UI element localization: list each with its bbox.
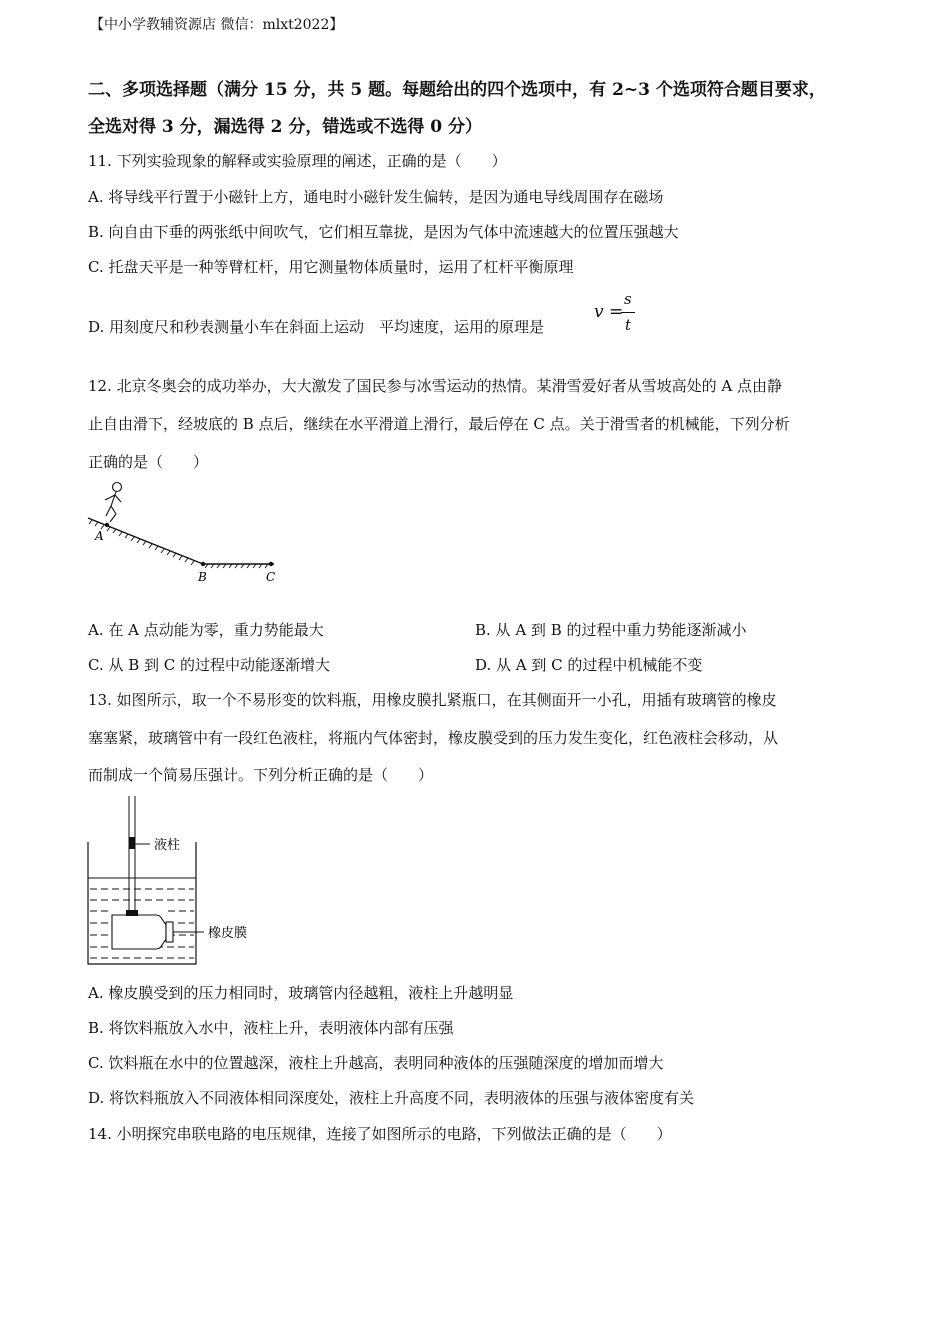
drink-bottle	[112, 915, 166, 949]
q11-option-b: B. 向自由下垂的两张纸中间吹气，它们相互靠拢，是因为气体中流速越大的位置压强越大	[88, 223, 679, 241]
section-title-line1: 二、多项选择题（满分 15 分，共 5 题。每题给出的四个选项中，有 2~3 个选项符合题目要求，	[88, 80, 826, 100]
q13-option-a: A. 橡皮膜受到的压力相同时，玻璃管内径越粗，液柱上升越明显	[88, 984, 514, 1002]
q13-stem-line2: 塞塞紧，玻璃管中有一段红色液柱，将瓶内气体密封，橡皮膜受到的压力发生变化，红色液柱会移动，从	[88, 729, 779, 747]
rubber-membrane	[166, 922, 173, 942]
q12-option-b: B. 从 A 到 B 的过程中重力势能逐渐减小	[475, 621, 747, 639]
velocity-formula	[594, 292, 654, 338]
q12-stem-line2: 止自由滑下，经坡底的 B 点后，继续在水平滑道上滑行，最后停在 C 点。关于滑雪者的机械能，下列分析	[88, 415, 790, 433]
pressure-gauge-figure	[86, 794, 266, 970]
q14-stem: 14. 小明探究串联电路的电压规律，连接了如图所示的电路，下列做法正确的是（ ）	[88, 1125, 672, 1143]
label-liquid-column: 液柱	[154, 838, 181, 853]
q11-option-c: C. 托盘天平是一种等臂杠杆，用它测量物体质量时，运用了杠杆平衡原理	[88, 258, 574, 276]
slope-hatching	[89, 520, 194, 565]
q11-stem: 11. 下列实验现象的解释或实验原理的阐述，正确的是（ ）	[88, 152, 507, 170]
q13-option-d: D. 将饮料瓶放入不同液体相同深度处，液柱上升高度不同，表明液体的压强与液体密度有关	[88, 1089, 695, 1107]
q13-stem-line3: 而制成一个简易压强计。下列分析正确的是（ ）	[88, 766, 434, 784]
q12-stem-line1: 12. 北京冬奥会的成功举办，大大激发了国民参与冰雪运动的热情。某滑雪爱好者从雪坡高处的 A 点由静	[88, 377, 782, 395]
formula-lhs: v =	[594, 302, 624, 322]
q11-option-a: A. 将导线平行置于小磁针上方，通电时小磁针发生偏转，是因为通电导线周围存在磁场	[88, 188, 664, 206]
q11-option-d: D. 用刻度尺和秒表测量小车在斜面上运动 平均速度，运用的原理是	[88, 318, 545, 336]
skier-figure	[105, 483, 122, 523]
point-c	[269, 562, 273, 566]
formula-denominator: t	[625, 316, 632, 334]
q12-stem-line3: 正确的是（ ）	[88, 453, 209, 471]
formula-numerator: s	[624, 290, 632, 308]
label-a: A	[95, 529, 104, 543]
q13-stem-line1: 13. 如图所示，取一个不易形变的饮料瓶，用橡皮膜扎紧瓶口，在其侧面开一小孔，用插有玻璃管的橡皮	[88, 691, 777, 709]
label-b: B	[198, 570, 207, 584]
liquid-column	[129, 837, 135, 849]
label-rubber-membrane: 橡皮膜	[208, 926, 248, 941]
q12-option-c: C. 从 B 到 C 的过程中动能逐渐增大	[88, 656, 331, 674]
q13-option-b: B. 将饮料瓶放入水中，液柱上升，表明液体内部有压强	[88, 1019, 454, 1037]
page-header: 【中小学教辅资源店 微信：mlxt2022】	[90, 17, 344, 33]
rubber-stopper	[126, 910, 138, 916]
fraction-bar	[621, 312, 635, 313]
q13-option-c: C. 饮料瓶在水中的位置越深，液柱上升越高，表明同种液体的压强随深度的增加而增大	[88, 1054, 664, 1072]
q12-option-a: A. 在 A 点动能为零，重力势能最大	[88, 621, 324, 639]
point-a	[105, 523, 109, 527]
point-b	[201, 562, 205, 566]
q12-option-d: D. 从 A 到 C 的过程中机械能不变	[475, 656, 703, 674]
ski-slope-figure	[86, 478, 286, 588]
section-title-line2: 全选对得 3 分，漏选得 2 分，错选或不选得 0 分）	[88, 117, 482, 137]
label-c: C	[266, 570, 276, 584]
